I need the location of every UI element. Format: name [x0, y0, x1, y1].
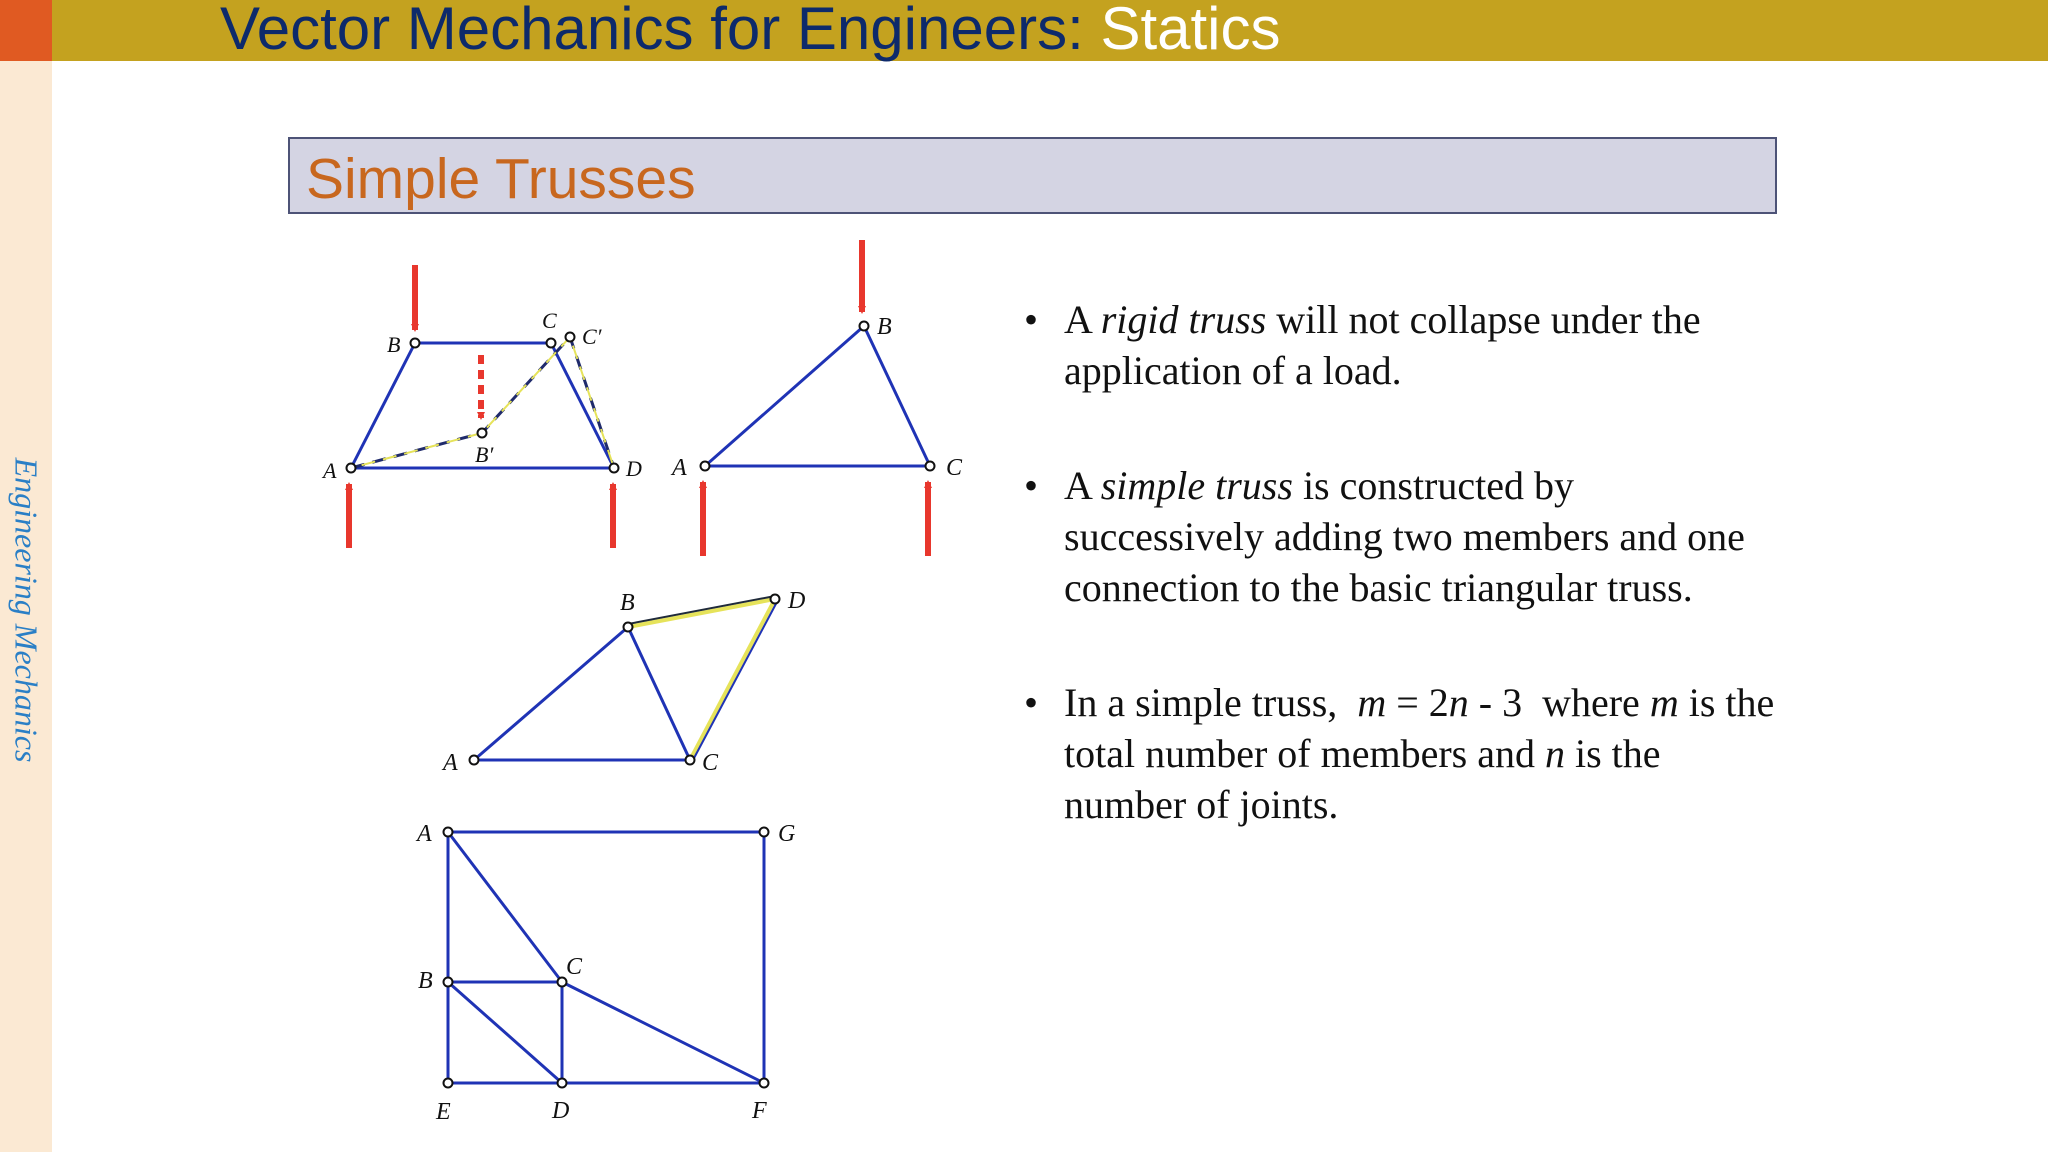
- joint-e: [444, 1079, 453, 1088]
- section-title-box: [288, 137, 1777, 214]
- joint-a: [701, 462, 710, 471]
- joint-label: B: [620, 590, 635, 616]
- bullet-text: A: [1064, 463, 1101, 508]
- member-cd: [690, 599, 775, 760]
- member-bd-edge: [628, 596, 775, 624]
- header-title-main: Vector Mechanics for Engineers:: [220, 0, 1101, 62]
- joint-label: D: [788, 588, 806, 614]
- member-cd: [551, 343, 614, 468]
- term-simple-truss: simple truss: [1100, 463, 1293, 508]
- joint-label: D: [626, 456, 642, 481]
- joint-a: [347, 464, 356, 473]
- joint-label: A: [323, 458, 337, 483]
- joint-label: F: [752, 1098, 767, 1124]
- joint-b: [444, 978, 453, 987]
- joint-label: D: [552, 1098, 570, 1124]
- formula-text: - 3 where: [1468, 680, 1650, 725]
- bullet-simple-truss: [1020, 460, 1780, 613]
- joint-label: B: [418, 968, 433, 994]
- joint-b: [860, 322, 869, 331]
- bullet-member-formula: [1020, 677, 1780, 830]
- rectangular-truss-diagram: [415, 821, 795, 1125]
- member-ac: [448, 832, 562, 982]
- joint-label: B: [877, 314, 892, 340]
- joint-label: A: [417, 821, 432, 847]
- bullet-marker: •: [1024, 680, 1039, 725]
- header-corner-accent: [0, 0, 52, 61]
- joint-d: [558, 1079, 567, 1088]
- joint-label: G: [778, 821, 796, 847]
- member-bc: [864, 326, 930, 466]
- joint-label: A: [443, 750, 458, 776]
- joint-f: [760, 1079, 769, 1088]
- joint-d: [610, 464, 619, 473]
- member-ab: [474, 627, 628, 760]
- joint-label: C: [566, 954, 583, 980]
- bullet-text: will not collapse under the application of a load.: [1064, 297, 1701, 393]
- rigid-truss-diagram: [670, 240, 963, 556]
- bullet-text: is constructed by successively adding two members and one connection to the basic triangular truss.: [1064, 463, 1745, 610]
- joint-b: [411, 339, 420, 348]
- member-bd: [628, 599, 775, 627]
- bullet-text: A: [1064, 297, 1101, 342]
- slide-header-title: [220, 0, 1281, 62]
- joint-label: A: [672, 455, 687, 481]
- variable-m: m: [1357, 680, 1387, 725]
- joint-label: B′: [475, 442, 494, 467]
- variable-n: n: [1448, 680, 1469, 725]
- section-title: Simple Trusses: [306, 147, 696, 211]
- member-bc: [628, 627, 690, 760]
- joint-c: [926, 462, 935, 471]
- joint-c-prime: [566, 333, 575, 342]
- member-ab: [351, 343, 415, 468]
- joint-label: C′: [582, 324, 602, 349]
- joint-label: E: [436, 1099, 451, 1125]
- joint-a: [444, 828, 453, 837]
- formula-text: = 2: [1386, 680, 1449, 725]
- variable-m: m: [1649, 680, 1679, 725]
- bullet-rigid-truss: [1020, 294, 1780, 396]
- sidebar-label: Engineering Mechanics: [8, 457, 45, 763]
- variable-n: n: [1544, 731, 1565, 776]
- joint-label: C: [542, 308, 557, 333]
- extended-truss-diagram: [441, 588, 805, 776]
- bullet-text: is the total number of members and: [1064, 680, 1775, 776]
- collapsible-truss-diagram: [321, 265, 642, 548]
- truss-figure: [300, 230, 1020, 1140]
- bullet-text: is the number of joints.: [1064, 731, 1661, 827]
- joint-label: B: [387, 332, 401, 357]
- joint-label: C: [702, 750, 719, 776]
- member-cd-edge: [693, 600, 778, 760]
- joint-d: [771, 595, 780, 604]
- member-bd: [448, 982, 562, 1083]
- joint-b: [624, 623, 633, 632]
- header-title-accent: Statics: [1100, 0, 1281, 62]
- member-ab: [705, 326, 864, 466]
- term-rigid-truss: rigid truss: [1100, 297, 1267, 342]
- joint-c: [686, 756, 695, 765]
- joint-c: [547, 339, 556, 348]
- joint-label: C: [946, 455, 963, 481]
- bullet-list: [1020, 294, 1780, 830]
- joint-b-prime: [478, 429, 487, 438]
- joint-g: [760, 828, 769, 837]
- joint-a: [470, 756, 479, 765]
- bullet-text: In a simple truss,: [1064, 680, 1358, 725]
- bullet-marker: •: [1024, 297, 1039, 342]
- member-cf: [562, 982, 764, 1083]
- bullet-marker: •: [1024, 463, 1039, 508]
